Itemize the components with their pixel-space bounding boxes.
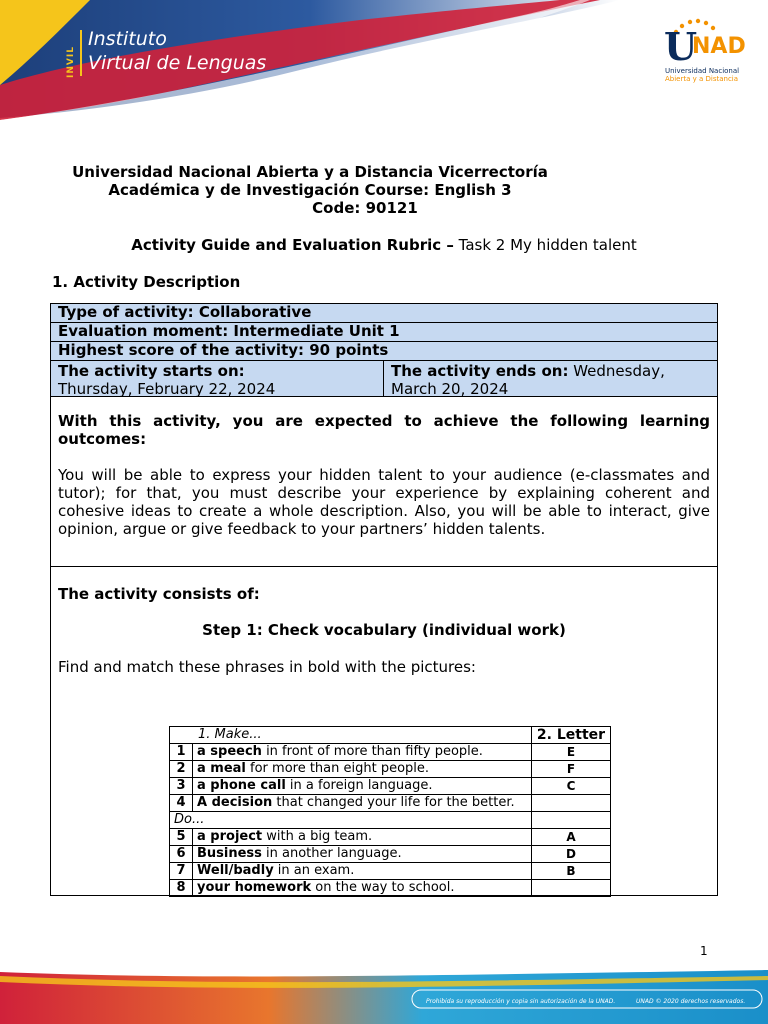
row-number: 5 [170, 829, 193, 846]
outcomes-body: You will be able to express your hidden talent to your audience (e-classmates and tutor); for that, you must describe your experience by explaining coherent and cohesive ideas to create a whole description. Also, you will be able to interact, give opinion, argue or give feedback to your partners’ hidden talents. [58, 466, 710, 538]
phrase-bold: a project [197, 829, 263, 844]
letter-cell[interactable] [532, 795, 611, 812]
header-banner [0, 0, 768, 135]
do-header-row [170, 812, 611, 829]
letter-cell[interactable] [532, 880, 611, 897]
letter-cell[interactable]: D [532, 846, 611, 863]
start-date-cell [51, 361, 384, 396]
unad-logo-u: U [664, 24, 698, 69]
start-date-value: Thursday, February 22, 2024 [58, 380, 276, 398]
phrase-cell [193, 829, 532, 846]
ivl-divider [80, 30, 82, 76]
table-row [170, 829, 611, 846]
footer-text [410, 992, 768, 1012]
subtitle-bold: Activity Guide and Evaluation Rubric – [131, 236, 454, 254]
phrase-cell [193, 863, 532, 880]
phrase-rest: that changed your life for the better. [272, 795, 515, 810]
learning-outcomes [58, 412, 710, 556]
table-row [170, 761, 611, 778]
do-header: Do... [170, 812, 532, 829]
step1-heading: Step 1: Check vocabulary (individual work) [202, 621, 566, 639]
phrase-cell [193, 795, 532, 812]
letter-cell[interactable]: E [532, 744, 611, 761]
phrase-cell [193, 761, 532, 778]
footer-rights: UNAD © 2020 derechos reservados. [636, 998, 746, 1005]
phrase-cell [193, 778, 532, 795]
table-row [170, 863, 611, 880]
phrase-bold: Well/badly [197, 863, 274, 878]
row-number: 4 [170, 795, 193, 812]
row-number: 6 [170, 846, 193, 863]
page-number: 1 [700, 944, 708, 958]
end-date-cell [384, 361, 717, 396]
table-row [170, 880, 611, 897]
section-heading: 1. Activity Description [52, 273, 241, 291]
letter-header: 2. Letter [532, 727, 611, 744]
unad-logo-nad: NAD [692, 34, 746, 59]
letter-cell[interactable]: B [532, 863, 611, 880]
end-date-label: The activity ends on: [391, 362, 569, 380]
make-header: 1. Make... [170, 727, 532, 744]
row-number: 1 [170, 744, 193, 761]
phrase-rest: in a foreign language. [285, 778, 433, 793]
start-date-label: The activity starts on: [58, 362, 245, 380]
outcomes-heading: With this activity, you are expected to achieve the following learning outcomes: [58, 412, 710, 448]
table-row [170, 778, 611, 795]
vocabulary-table [169, 726, 611, 897]
phrase-bold: a speech [197, 744, 262, 759]
end-date-value-2: March 20, 2024 [391, 380, 509, 398]
phrase-rest: with a big team. [262, 829, 373, 844]
ivl-title-line1: Instituto [88, 28, 167, 50]
phrase-rest: on the way to school. [311, 880, 455, 895]
footer-banner [0, 966, 768, 1024]
unad-logo [664, 20, 744, 90]
phrase-cell [193, 846, 532, 863]
row-number: 3 [170, 778, 193, 795]
letter-cell[interactable]: F [532, 761, 611, 778]
letter-cell-empty [532, 812, 611, 829]
unad-logo-line2: Abierta y a Distancia [665, 75, 739, 83]
phrase-rest: in another language. [261, 846, 402, 861]
highest-score-row: Highest score of the activity: 90 points [51, 342, 717, 361]
document-title [40, 163, 580, 217]
table-header-row [170, 727, 611, 744]
footer-copy-notice: Prohibida su reproducción y copia sin autorización de la UNAD. [426, 998, 616, 1005]
end-date-value-1: Wednesday, [568, 362, 665, 380]
document-subtitle [0, 236, 768, 254]
phrase-rest: for more than eight people. [245, 761, 430, 776]
table-row [170, 744, 611, 761]
title-line1: Universidad Nacional Abierta y a Distancia Vicerrectoría [72, 163, 548, 181]
phrase-cell [193, 880, 532, 897]
unad-logo-line1: Universidad Nacional [665, 67, 740, 75]
phrase-bold: a meal [197, 761, 246, 776]
phrase-cell [193, 744, 532, 761]
type-of-activity-row: Type of activity: Collaborative [51, 304, 717, 323]
phrase-rest: in front of more than fifty people. [261, 744, 483, 759]
title-line3: Code: 90121 [312, 199, 418, 217]
row-number: 8 [170, 880, 193, 897]
ivl-title-line2: Virtual de Lenguas [88, 52, 267, 74]
activity-consists-heading: The activity consists of: [58, 585, 260, 603]
phrase-bold: a phone call [197, 778, 286, 793]
match-instruction: Find and match these phrases in bold with the pictures: [58, 658, 476, 676]
phrase-bold: A decision [197, 795, 273, 810]
row-number: 7 [170, 863, 193, 880]
dates-row [51, 361, 717, 397]
ivl-vertical-text: INVIL [66, 46, 76, 78]
phrase-bold: your homework [197, 880, 312, 895]
table-row [170, 795, 611, 812]
subtitle-rest: Task 2 My hidden talent [453, 236, 637, 254]
letter-cell[interactable]: A [532, 829, 611, 846]
row-number: 2 [170, 761, 193, 778]
table-row [170, 846, 611, 863]
section-divider [51, 566, 717, 567]
phrase-bold: Business [197, 846, 262, 861]
letter-cell[interactable]: C [532, 778, 611, 795]
phrase-rest: in an exam. [273, 863, 355, 878]
evaluation-moment-row: Evaluation moment: Intermediate Unit 1 [51, 323, 717, 342]
title-line2: Académica y de Investigación Course: English 3 [108, 181, 512, 199]
